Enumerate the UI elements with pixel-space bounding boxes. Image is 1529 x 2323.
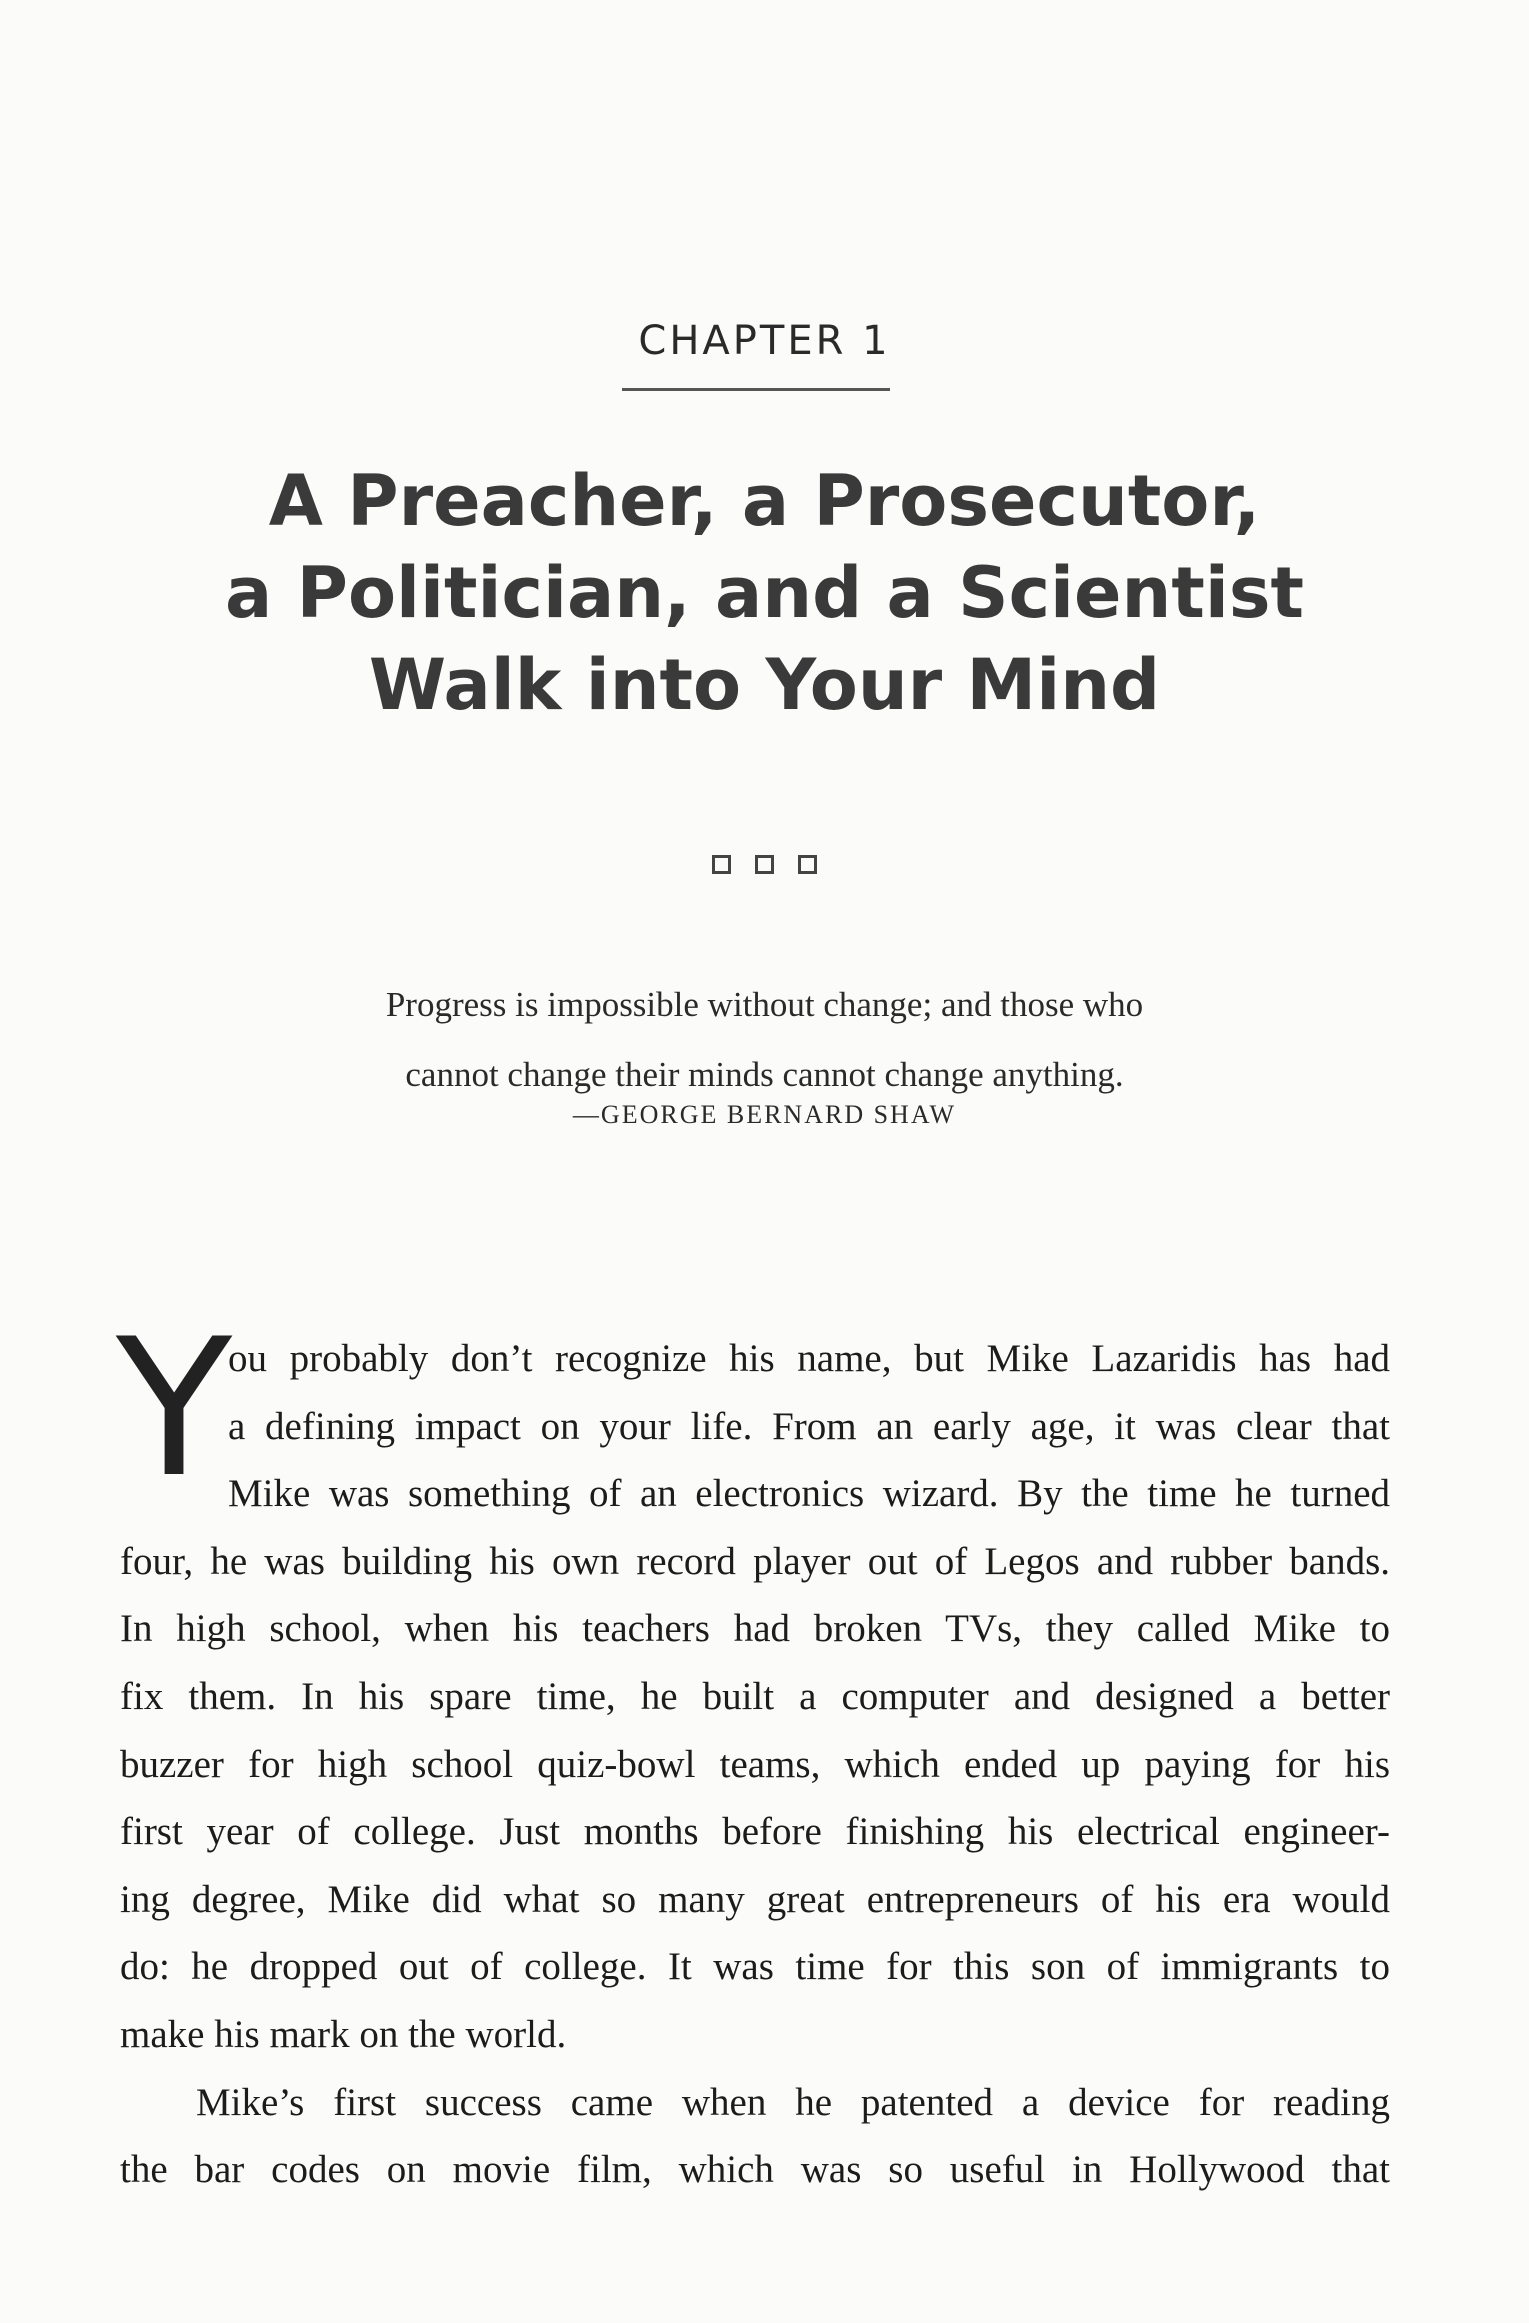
body-line: In high school, when his teachers had broken TVs, they called Mike to <box>120 1607 1390 1651</box>
chapter-title-line: A Preacher, a Prosecutor, <box>268 460 1261 542</box>
body-text <box>120 1325 1390 2204</box>
body-line: fix them. In his spare time, he built a computer and designed a better <box>120 1674 1390 1718</box>
chapter-title-line: Walk into Your Mind <box>368 644 1161 726</box>
body-line: buzzer for high school quiz-bowl teams, which ended up paying for his <box>120 1742 1390 1786</box>
body-line: first year of college. Just months before finishing his electrical engineer- <box>120 1810 1390 1854</box>
ornament-square-icon <box>755 855 774 874</box>
drop-cap: Y <box>116 1298 233 1519</box>
body-line: ing degree, Mike did what so many great entrepreneurs of his era would <box>120 1877 1390 1921</box>
body-line: do: he dropped out of college. It was time for this son of immigrants to <box>120 1945 1390 1989</box>
body-line: four, he was building his own record player out of Legos and rubber bands. <box>120 1539 1390 1583</box>
ornament-square-icon <box>712 855 731 874</box>
chapter-label: CHAPTER 1 <box>638 318 891 364</box>
body-line: ou probably don’t recognize his name, but Mike Lazaridis has had <box>228 1337 1390 1380</box>
epigraph-attribution: —GEORGE BERNARD SHAW <box>572 1100 957 1129</box>
epigraph <box>0 970 1529 1110</box>
chapter-title <box>0 455 1529 731</box>
body-line: make his mark on the world. <box>120 2012 567 2056</box>
body-line: a defining impact on your life. From an early age, it was clear that <box>228 1404 1390 1448</box>
body-line: Mike was something of an electronics wizard. By the time he turned <box>228 1472 1390 1516</box>
section-ornament <box>0 855 1529 874</box>
chapter-rule <box>622 388 890 391</box>
epigraph-line: cannot change their minds cannot change anything. <box>405 1055 1124 1094</box>
body-line: Mike’s first success came when he patented a device for reading <box>196 2080 1390 2124</box>
ornament-square-icon <box>798 855 817 874</box>
epigraph-line: Progress is impossible without change; and those who <box>385 985 1144 1024</box>
chapter-title-line: a Politician, and a Scientist <box>225 552 1304 634</box>
body-line: the bar codes on movie film, which was so useful in Hollywood that <box>120 2148 1390 2192</box>
